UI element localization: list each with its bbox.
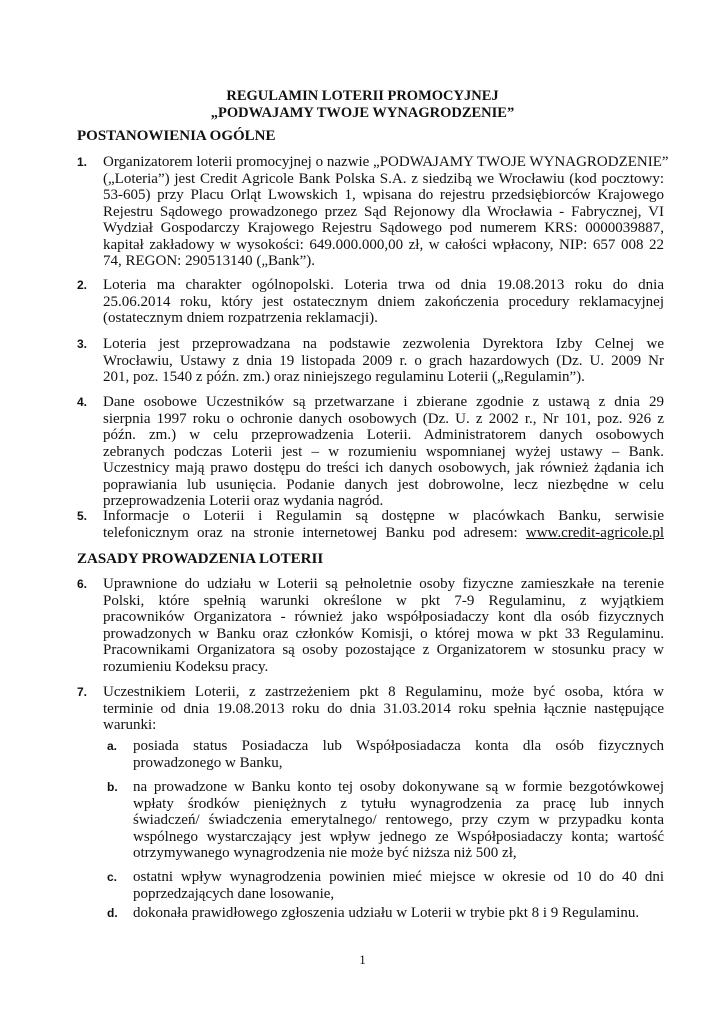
list-item-number: 4. — [77, 395, 88, 409]
text-line — [103, 508, 664, 525]
text-line-content: Loteria jest przeprowadzana na podstawie zezwolenia Dyrektora Izby Celnej we — [103, 336, 664, 352]
text-line — [103, 684, 664, 701]
text-line-content: przeprowadzenia Loterii oraz wydania nagród. — [103, 493, 384, 509]
text-line — [103, 277, 664, 294]
text-line-content: zebranych podczas Loterii jest – w rozumieniu wspomnianej wyżej ustawy – Bank. — [103, 443, 664, 460]
text-line — [133, 755, 664, 772]
text-line-content: Polski, które spełnią warunki określone w pkt 7-9 Regulaminu, z wyjątkiem — [103, 592, 664, 609]
text-line-content: prowadzonego w Banku, — [133, 754, 283, 771]
list-item — [77, 684, 664, 734]
text-line — [103, 717, 664, 734]
text-line — [103, 460, 664, 477]
text-line-content: 53-605) przy Placu Orląt Lwowskich 1, wpisana do rejestru przedsiębiorców Krajowego — [103, 187, 664, 203]
list-subitem — [77, 738, 664, 771]
text-line-content: wpłaty środków pieniężnych z tytułu wynagrodzenia za pracę lub innych — [133, 795, 664, 812]
text-line-content: sierpnia 1997 roku o ochronie danych osobowych (Dz. U. z 2002 r., Nr 101, poz. 926 z — [103, 410, 664, 427]
text-line — [103, 626, 664, 643]
text-line — [103, 220, 664, 237]
list-item — [77, 336, 664, 386]
text-line — [103, 477, 664, 494]
text-line — [103, 609, 664, 626]
list-subitem — [77, 779, 664, 862]
text-line — [103, 294, 664, 311]
text-line — [103, 427, 664, 444]
text-line-content: Uczestnicy mają prawo dostępu do treści ich danych osobowych, jak również żądania ich — [103, 460, 664, 476]
text-line — [103, 576, 664, 593]
text-line-content: telefonicznym oraz na stronie internetowej Banku pod adresem: — [103, 524, 518, 541]
text-line — [133, 812, 664, 829]
section-heading-general: POSTANOWIENIA OGÓLNE — [77, 128, 276, 144]
text-line — [103, 659, 664, 676]
text-line-content: Wydział Gospodarczy Krajowego Rejestru Sądowego pod numerem KRS: 0000039887, — [103, 220, 664, 236]
text-line — [103, 154, 669, 171]
text-line — [103, 411, 664, 428]
text-line — [103, 171, 664, 188]
text-line-content: Uprawnione do udziału w Loterii są pełnoletnie osoby fizyczne zamieszkałe na terenie — [103, 576, 664, 592]
text-line-content: terminie od dnia 19.08.2013 roku do dnia 31.03.2014 roku spełnia łącznie następujące — [103, 700, 664, 717]
list-item-number: 2. — [77, 278, 88, 292]
list-item-number: 3. — [77, 337, 88, 351]
text-line — [133, 845, 664, 862]
text-line — [133, 886, 664, 903]
text-line-content: Rejestru Sądowego prowadzonego przez Sąd Rejonowy dla Wrocławia - Fabrycznej, VI — [103, 203, 664, 220]
text-line-content: świadczeń/ świadczenia emerytalnego/ rentowego, przy czym w przypadku konta — [133, 812, 664, 828]
text-line — [103, 336, 664, 353]
list-item — [77, 576, 664, 675]
list-subitem — [77, 869, 664, 902]
text-line-content: pracowników Organizatora - również jako współposiadaczy kont dla osób fizycznych — [103, 609, 664, 625]
list-item — [77, 508, 664, 541]
text-line-content: otrzymywanego wynagrodzenia nie może być niższa niż 500 zł, — [133, 845, 517, 861]
text-line — [103, 394, 664, 411]
text-line — [103, 444, 664, 461]
text-line-content: poprzedzających dane losowanie, — [133, 885, 335, 902]
text-line — [133, 869, 664, 886]
document-title: REGULAMIN LOTERII PROMOCYJNEJ — [226, 88, 499, 104]
text-line-content: rozumieniu Kodeksu pracy. — [103, 658, 269, 675]
text-line-content: wspólnego wystarczający jest wpływ jednego ze Współposiadaczy konta; wartość — [133, 828, 664, 845]
list-item — [77, 394, 664, 510]
text-line — [133, 738, 664, 755]
text-line-content: ostatni wpływ wynagrodzenia powinien mieć miejsce w okresie od 10 do 40 dni — [133, 869, 664, 885]
text-line — [103, 187, 664, 204]
text-line-content: późn. zm.) w celu przeprowadzenia Loterii. Administratorem danych osobowych — [103, 427, 664, 443]
text-line — [103, 701, 664, 718]
text-line-content: Organizatorem loterii promocyjnej o nazwie „PODWAJAMY TWOJE WYNAGRODZENIE” — [103, 154, 669, 170]
text-line-content: Uczestnikiem Loterii, z zastrzeżeniem pkt 8 Regulaminu, może być osoba, która w — [103, 684, 664, 700]
page-number: 1 — [359, 952, 366, 967]
text-line — [103, 253, 664, 270]
text-line-content: poprawiania lub usunięcia. Podanie danych jest dobrowolne, lecz niezbędne w celu — [103, 476, 664, 493]
list-item-number: 6. — [77, 577, 88, 591]
list-item-number: a. — [107, 739, 118, 753]
text-line-content: Loteria ma charakter ogólnopolski. Loteria trwa od dnia 19.08.2013 roku do dnia — [103, 277, 664, 293]
text-line-content: 201, poz. 1540 z późn. zm.) oraz niniejszego regulaminu Loterii („Regulamin”). — [103, 369, 585, 385]
text-line — [103, 353, 664, 370]
text-line — [103, 525, 664, 542]
text-line — [103, 237, 664, 254]
text-line — [133, 829, 664, 846]
text-line-content: 25.06.2014 roku, który jest ostatecznym dniem zakończenia procedury reklamacyjnej — [103, 293, 664, 310]
list-item-number: d. — [107, 906, 118, 920]
list-item — [77, 277, 664, 327]
text-line-content: na prowadzone w Banku konto tej osoby dokonywane są w formie bezgotówkowej — [133, 779, 664, 795]
section-heading-rules: ZASADY PROWADZENIA LOTERII — [77, 551, 324, 567]
bank-website-link[interactable]: www.credit-agricole.pl — [525, 524, 664, 541]
text-line — [103, 593, 664, 610]
text-line-content: Dane osobowe Uczestników są przetwarzane i zbierane zgodnie z ustawą z dnia 29 — [103, 394, 664, 410]
text-line — [133, 779, 664, 796]
document-subtitle: „PODWAJAMY TWOJE WYNAGRODZENIE” — [210, 105, 515, 121]
text-line-content: Wrocławiu, Ustawy z dnia 19 listopada 2009 r. o grach hazardowych (Dz. U. 2009 Nr — [103, 352, 664, 369]
text-line — [133, 796, 664, 813]
text-line-content: Informacje o Loterii i Regulamin są dostępne w placówkach Banku, serwisie — [103, 508, 664, 524]
list-subitem — [77, 905, 664, 922]
text-line — [103, 204, 664, 221]
list-item-number: 5. — [77, 509, 88, 523]
list-item-number: c. — [107, 870, 118, 884]
text-line — [133, 905, 664, 922]
list-item — [77, 154, 669, 270]
text-line-content: kapitał zakładowy w wysokości: 649.000.000,00 zł, w całości wpłacony, NIP: 657 008 22 — [103, 236, 664, 253]
text-line-content: posiada status Posiadacza lub Współposiadacza konta dla osób fizycznych — [133, 738, 664, 754]
text-line-content: dokonała prawidłowego zgłoszenia udziału w Loterii w trybie pkt 8 i 9 Regulaminu. — [133, 905, 640, 921]
text-line-content: („Loteria”) jest Credit Agricole Bank Polska S.A. z siedzibą we Wrocławiu (kod pocztowy: — [103, 170, 664, 187]
text-line — [103, 369, 664, 386]
text-line-content: warunki: — [103, 717, 157, 733]
text-line-content: 74, REGON: 290513140 („Bank”). — [103, 253, 316, 269]
text-line — [103, 310, 664, 327]
text-line-content: Pracownikami Organizatora są osoby pozostające z Organizatorem w stosunku pracy w — [103, 642, 664, 658]
text-line-content: prowadzonych w Banku oraz członków Komisji, o której mowa w pkt 33 Regulaminu. — [103, 625, 664, 642]
list-item-number: b. — [107, 780, 118, 794]
list-item-number: 1. — [77, 155, 88, 169]
text-line-content: (ostatecznym dniem rozpatrzenia reklamacji). — [103, 310, 378, 326]
list-item-number: 7. — [77, 685, 88, 699]
text-line — [103, 642, 664, 659]
